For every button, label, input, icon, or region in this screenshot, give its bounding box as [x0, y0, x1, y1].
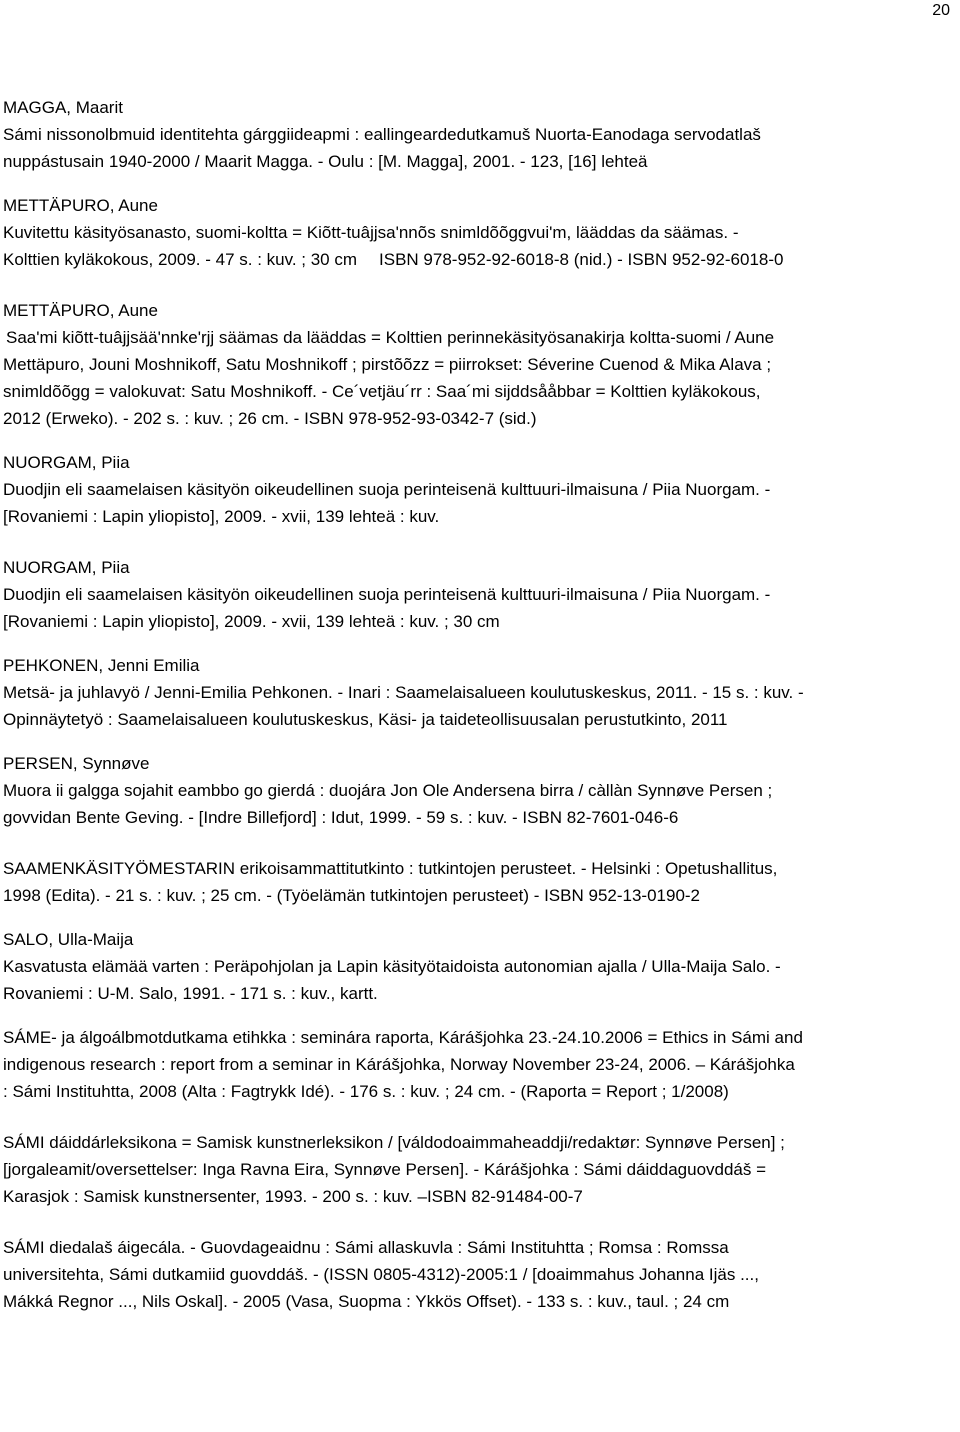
- entry-text-line: : Sámi Instituhtta, 2008 (Alta : Fagtrykk Idé). - 176 s. : kuv. ; 24 cm. - (Raporta = Report ; 1/2008): [3, 1082, 729, 1101]
- entry-author: NUORGAM, Piia: [3, 453, 130, 472]
- entry-text-line: Karasjok : Samisk kunstnersenter, 1993. - 200 s. : kuv. –ISBN 82-91484-00-7: [3, 1187, 583, 1206]
- entry-author: SALO, Ulla-Maija: [3, 930, 134, 949]
- entry-text-line: SÁMI diedalaš áigecála. - Guovdageaidnu : Sámi allaskuvla : Sámi Instituhtta ; Romsa : Romssa: [3, 1238, 729, 1257]
- page-number: 20: [932, 2, 950, 19]
- bibliography-entry-saamenkasityomestarin: [3, 855, 955, 909]
- entry-text-line: SÁME- ja álgoálbmotdutkama etihkka : seminára raporta, Kárášjohka 23.-24.10.2006 = Ethics in Sámi and: [3, 1028, 803, 1047]
- entry-author: METTÄPURO, Aune: [3, 196, 158, 215]
- entry-text-line: universitehta, Sámi dutkamiid guovddáš. - (ISSN 0805-4312)-2005:1 / [doaimmahus Johanna Ijäs ...,: [3, 1265, 759, 1284]
- entry-text-line: [3, 246, 955, 273]
- entry-text-line: [Rovaniemi : Lapin yliopisto], 2009. - xvii, 139 lehteä : kuv.: [3, 507, 440, 526]
- bibliography-entry-magga: [3, 94, 955, 175]
- entry-text-line: [Rovaniemi : Lapin yliopisto], 2009. - xvii, 139 lehteä : kuv. ; 30 cm: [3, 612, 500, 631]
- bibliography-entry-nuorgam-2: [3, 554, 955, 635]
- bibliography-entry-same-etihkka: [3, 1024, 955, 1105]
- entry-text-line: 2012 (Erweko). - 202 s. : kuv. ; 26 cm. - ISBN 978-952-93-0342-7 (sid.): [3, 409, 537, 428]
- entry-text-line: Opinnäytetyö : Saamelaisalueen koulutuskeskus, Käsi- ja taideteollisuusalan perustutkinto, 2011: [3, 710, 728, 729]
- entry-text-line: SAAMENKÄSITYÖMESTARIN erikoisammattitutkinto : tutkintojen perusteet. - Helsinki : Opetushallitus,: [3, 859, 778, 878]
- entry-text-line: Sámi nissonolbmuid identitehta gárggiideapmi : eallingeardedutkamuš Nuorta-Eanodaga servodatlaš: [3, 125, 761, 144]
- entry-author: PERSEN, Synnøve: [3, 754, 150, 773]
- entry-text-line: Mettäpuro, Jouni Moshnikoff, Satu Moshnikoff ; pirstõõzz = piirrokset: Séverine Cuenod & Mika Alava ;: [3, 355, 772, 374]
- bibliography-entry-sami-diedalas-aigecala: [3, 1234, 955, 1315]
- entry-text-line: Metsä- ja juhlavyö / Jenni-Emilia Pehkonen. - Inari : Saamelaisalueen koulutuskeskus, 2011. - 15 s. : kuv. -: [3, 683, 804, 702]
- entry-text-line: Kuvitettu käsityösanasto, suomi-koltta = Kiõtt-tuâjjsa'nnõs snimldõõggvui'm, lääddas da säämas. -: [3, 223, 739, 242]
- entry-text-line: Mákká Regnor ..., Nils Oskal]. - 2005 (Vasa, Suopma : Ykkös Offset). - 133 s. : kuv., taul. ; 24 cm: [3, 1292, 730, 1311]
- entry-text-line: Rovaniemi : U-M. Salo, 1991. - 171 s. : kuv., kartt.: [3, 984, 378, 1003]
- entry-author: METTÄPURO, Aune: [3, 301, 158, 320]
- entry-author: NUORGAM, Piia: [3, 558, 130, 577]
- entry-text-line: Muora ii galgga sojahit eambbo go gierdá : duojára Jon Ole Andersena birra / càllàn Synnøve Persen ;: [3, 781, 773, 800]
- entry-text-line: Kasvatusta elämää varten : Peräpohjolan ja Lapin käsityötaidoista autonomian ajalla / Ulla-Maija Salo. -: [3, 957, 781, 976]
- bibliography-list: [3, 94, 955, 1315]
- entry-text-line: 1998 (Edita). - 21 s. : kuv. ; 25 cm. - (Työelämän tutkintojen perusteet) - ISBN 952-13-0190-2: [3, 886, 701, 905]
- bibliography-entry-mettapuro-2: [3, 297, 955, 432]
- entry-text-line: nuppástusain 1940-2000 / Maarit Magga. - Oulu : [M. Magga], 2001. - 123, [16] lehteä: [3, 152, 648, 171]
- entry-isbn: ISBN 978-952-92-6018-8 (nid.) - ISBN 952-92-6018-0: [379, 250, 784, 269]
- entry-text-line: Duodjin eli saamelaisen käsityön oikeudellinen suoja perinteisenä kulttuuri-ilmaisuna / Piia Nuorgam. -: [3, 585, 771, 604]
- entry-text-line: SÁMI dáiddárleksikona = Samisk kunstnerleksikon / [váldodoaimmaheaddji/redaktør: Synnøve Persen] ;: [3, 1133, 785, 1152]
- bibliography-entry-nuorgam-1: [3, 449, 955, 530]
- entry-text-line: govvidan Bente Geving. - [Indre Billefjord] : Idut, 1999. - 59 s. : kuv. - ISBN 82-7601-046-6: [3, 808, 679, 827]
- entry-text-line: [jorgaleamit/oversettelser: Inga Ravna Eira, Synnøve Persen]. - Kárášjohka : Sámi dáiddaguovddáš =: [3, 1160, 767, 1179]
- bibliography-entry-persen: [3, 750, 955, 831]
- entry-text-line: indigenous research : report from a seminar in Kárášjohka, Norway November 23-24, 2006. – Kárášjohka: [3, 1055, 795, 1074]
- entry-text-line: Duodjin eli saamelaisen käsityön oikeudellinen suoja perinteisenä kulttuuri-ilmaisuna / Piia Nuorgam. -: [3, 480, 771, 499]
- bibliography-entry-salo: [3, 926, 955, 1007]
- entry-publication-info: Kolttien kyläkokous, 2009. - 47 s. : kuv. ; 30 cm: [3, 250, 358, 269]
- bibliography-entry-mettapuro-1: [3, 192, 955, 273]
- entry-author: PEHKONEN, Jenni Emilia: [3, 656, 200, 675]
- entry-text-line: snimldõõgg = valokuvat: Satu Moshnikoff. - Ce´vetjäu´rr : Saa´mi sijddsååbbar = Kolttien kyläkokous,: [3, 382, 761, 401]
- entry-text-line: Saa'mi kiõtt-tuâjjsää'nnke'rjj säämas da lääddas = Kolttien perinnekäsityösanakirja koltta-suomi / Aune: [6, 328, 775, 347]
- entry-author: MAGGA, Maarit: [3, 98, 123, 117]
- bibliography-entry-pehkonen: [3, 652, 955, 733]
- bibliography-entry-sami-daiddarleksikona: [3, 1129, 955, 1210]
